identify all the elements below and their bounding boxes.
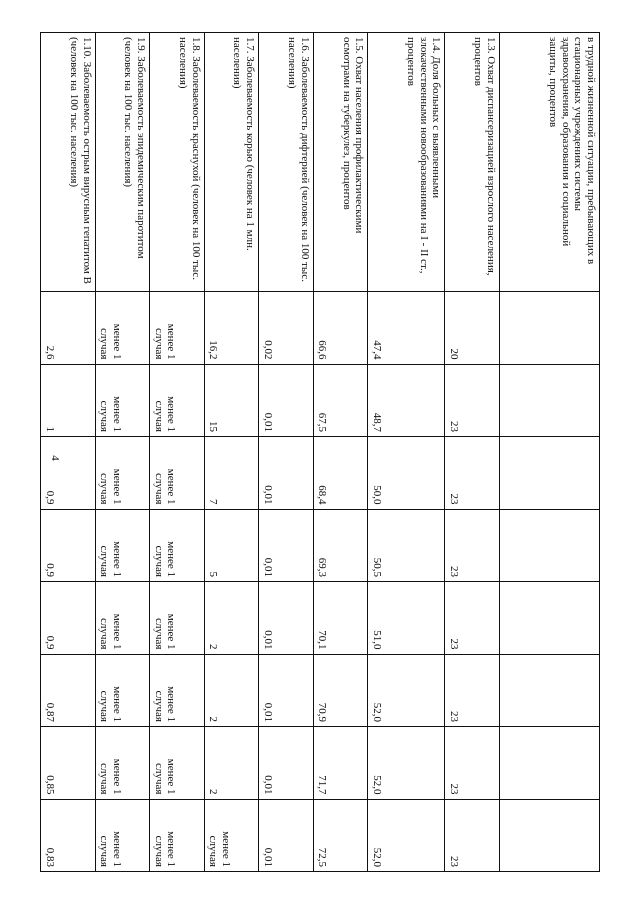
table-row — [313, 33, 368, 872]
table-row — [499, 33, 599, 872]
indicator-value-cell: 7 — [204, 437, 259, 510]
indicator-value-cell — [499, 509, 599, 582]
indicator-value-cell: менее 1 случая — [95, 364, 150, 437]
indicator-value-cell: 20 — [445, 292, 500, 365]
indicator-label: 1.5. Охват населения профилактическими осмотрами на туберкулез, процентов — [313, 33, 368, 292]
indicator-value-cell: менее 1 случая — [95, 727, 150, 800]
page-number: 4 — [48, 455, 61, 461]
indicator-value-cell: 0,01 — [259, 509, 314, 582]
indicator-value-cell: 0,01 — [259, 437, 314, 510]
indicator-value-cell: 0,87 — [41, 654, 96, 727]
indicator-value-cell — [499, 292, 599, 365]
indicator-value-cell: менее 1 случая — [95, 292, 150, 365]
table-row — [41, 33, 96, 872]
indicator-value-cell: 66,6 — [313, 292, 368, 365]
indicator-value-cell: 72,5 — [313, 799, 368, 872]
indicator-label: 1.8. Заболеваемость краснухой (человек на 100 тыс. населения) — [150, 33, 205, 292]
indicator-value-cell: менее 1 случая — [150, 582, 205, 655]
indicator-value-cell: 15 — [204, 364, 259, 437]
indicator-value-cell: 16,2 — [204, 292, 259, 365]
indicator-value-cell: менее 1 случая — [150, 727, 205, 800]
indicator-value-cell: 52,0 — [368, 654, 445, 727]
indicator-value-cell: 68,4 — [313, 437, 368, 510]
indicator-label: 1.6. Заболеваемость дифтерией (человек на 100 тыс. населения) — [259, 33, 314, 292]
indicator-value-cell: 51,0 — [368, 582, 445, 655]
indicator-value-cell: 23 — [445, 582, 500, 655]
indicator-value-cell: менее 1 случая — [204, 799, 259, 872]
indicator-value-cell: 2 — [204, 582, 259, 655]
indicator-value-cell: менее 1 случая — [150, 509, 205, 582]
table-row — [259, 33, 314, 872]
indicator-value-cell — [499, 654, 599, 727]
indicator-value-cell: 52,0 — [368, 799, 445, 872]
indicator-value-cell: 0,83 — [41, 799, 96, 872]
indicator-value-cell: 2 — [204, 727, 259, 800]
indicator-value-cell: 0,01 — [259, 727, 314, 800]
indicator-value-cell: 0,85 — [41, 727, 96, 800]
indicator-value-cell: 71,7 — [313, 727, 368, 800]
indicator-value-cell: 0,02 — [259, 292, 314, 365]
indicator-value-cell: 2,6 — [41, 292, 96, 365]
indicator-value-cell: менее 1 случая — [150, 364, 205, 437]
rotated-page-content — [40, 32, 600, 872]
indicator-value-cell: менее 1 случая — [95, 437, 150, 510]
table-row — [445, 33, 500, 872]
indicator-value-cell: 70,1 — [313, 582, 368, 655]
table-row — [150, 33, 205, 872]
indicator-value-cell: 23 — [445, 364, 500, 437]
indicator-value-cell: 0,9 — [41, 437, 96, 510]
indicator-value-cell: менее 1 случая — [150, 799, 205, 872]
indicator-value-cell — [499, 364, 599, 437]
indicator-label: в трудной жизненной ситуации, пребывающих в стационарных учреждениях системы здравоохранения, образования и социальной защиты, процентов — [499, 33, 599, 292]
indicators-table — [40, 32, 600, 872]
indicator-value-cell: 50,5 — [368, 509, 445, 582]
indicator-value-cell: 52,0 — [368, 727, 445, 800]
indicator-label: 1.10. Заболеваемость острым вирусным гепатитом В (человек на 100 тыс. населения) — [41, 33, 96, 292]
indicator-value-cell: 23 — [445, 509, 500, 582]
indicator-value-cell: 0,01 — [259, 364, 314, 437]
indicator-value-cell: менее 1 случая — [95, 509, 150, 582]
indicator-value-cell: 48,7 — [368, 364, 445, 437]
indicator-value-cell — [499, 727, 599, 800]
indicator-value-cell: 50,0 — [368, 437, 445, 510]
table-row — [95, 33, 150, 872]
indicator-value-cell: 69,3 — [313, 509, 368, 582]
indicator-value-cell: 23 — [445, 437, 500, 510]
table-row — [368, 33, 445, 872]
indicator-value-cell: 23 — [445, 654, 500, 727]
indicator-value-cell: 0,9 — [41, 509, 96, 582]
indicator-value-cell: 5 — [204, 509, 259, 582]
indicator-value-cell: 0,01 — [259, 582, 314, 655]
indicator-value-cell: 23 — [445, 727, 500, 800]
indicator-value-cell: менее 1 случая — [150, 654, 205, 727]
indicator-value-cell: менее 1 случая — [95, 654, 150, 727]
indicator-value-cell: 23 — [445, 799, 500, 872]
indicator-value-cell: 67,5 — [313, 364, 368, 437]
indicator-label: 1.3. Охват диспансеризацией взрослого населения, процентов — [445, 33, 500, 292]
indicator-value-cell: 0,01 — [259, 799, 314, 872]
indicator-value-cell: 70,9 — [313, 654, 368, 727]
indicator-label: 1.4. Доля больных с выявленными злокачественными новообразованиями на I - II ст., процентов — [368, 33, 445, 292]
indicator-value-cell — [499, 582, 599, 655]
indicator-value-cell: менее 1 случая — [150, 437, 205, 510]
indicator-value-cell: менее 1 случая — [150, 292, 205, 365]
indicator-value-cell: 0,9 — [41, 582, 96, 655]
indicator-value-cell: 1 — [41, 364, 96, 437]
indicator-value-cell — [499, 799, 599, 872]
indicator-label: 1.9. Заболеваемость эпидемическим паротитом (человек на 100 тыс. населения) — [95, 33, 150, 292]
indicator-value-cell — [499, 437, 599, 510]
indicator-value-cell: менее 1 случая — [95, 799, 150, 872]
table-row — [204, 33, 259, 872]
indicator-value-cell: 2 — [204, 654, 259, 727]
indicator-value-cell: 0,01 — [259, 654, 314, 727]
indicator-value-cell: менее 1 случая — [95, 582, 150, 655]
indicator-label: 1.7. Заболеваемость корью (человек на 1 млн. населения) — [204, 33, 259, 292]
indicator-value-cell: 47,4 — [368, 292, 445, 365]
